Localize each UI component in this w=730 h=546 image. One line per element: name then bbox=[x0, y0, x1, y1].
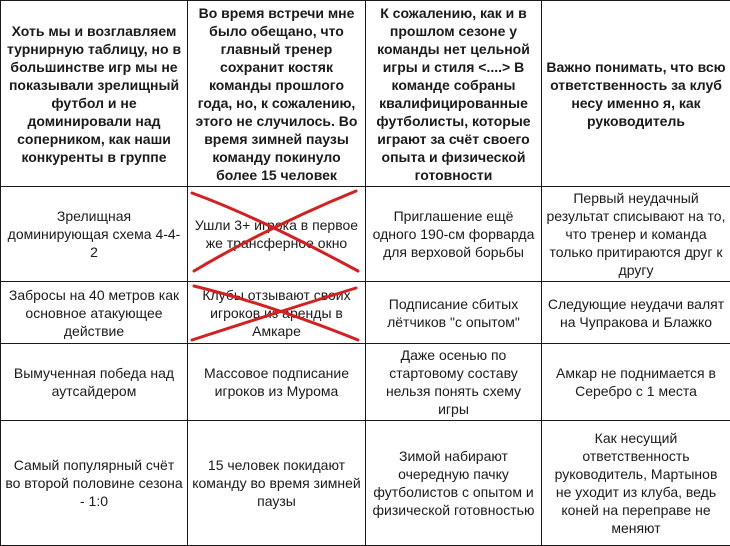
table-cell bbox=[188, 421, 366, 546]
header-text: К сожалению, как и в прошлом сезоне у команды нет цельной игры и стиля <....> В команде собраны квалифицированные футболисты, которые играют за счёт своего опыта и физической готовности bbox=[376, 5, 530, 183]
table-cell bbox=[366, 282, 542, 344]
cell-text: Забросы на 40 метров как основное атакующее действие bbox=[9, 287, 179, 339]
cell-text: Приглашение ещё одного 190-см форварда для верховой борьбы bbox=[373, 208, 535, 260]
table-cell bbox=[542, 187, 730, 282]
table-row bbox=[1, 187, 730, 282]
table-cell-struck bbox=[188, 187, 366, 282]
header-row bbox=[1, 1, 730, 187]
cell-text: Самый популярный счёт во второй половине сезона - 1:0 bbox=[5, 457, 182, 509]
header-cell bbox=[542, 1, 730, 187]
table-row bbox=[1, 421, 730, 546]
table-row bbox=[1, 344, 730, 421]
cell-text: Подписание сбитых лётчиков "с опытом" bbox=[387, 296, 520, 330]
cell-text: Как несущий ответственность руководитель, Мартынов не уходит из клуба, ведь коней на переправе не меняют bbox=[555, 430, 718, 536]
cell-text: Ушли 3+ игрока в первое же трансферное окно bbox=[195, 217, 358, 251]
cell-text: Зимой набирают очередную пачку футболистов с опытом и физической готовностью bbox=[373, 448, 535, 518]
header-cell bbox=[188, 1, 366, 187]
table-cell bbox=[542, 421, 730, 546]
table-cell bbox=[188, 344, 366, 421]
cell-text: Следующие неудачи валят на Чупракова и Блажко bbox=[548, 296, 724, 330]
cell-text: Клубы отзывают своих игроков из аренды в Амкаре bbox=[202, 287, 350, 339]
cell-text: 15 человек покидают команду во время зимней паузы bbox=[192, 457, 361, 509]
table-cell bbox=[366, 187, 542, 282]
cell-text: Даже осенью по стартовому составу нельзя понять схему игры bbox=[386, 347, 521, 417]
cell-text: Амкар не поднимается в Серебро с 1 места bbox=[556, 365, 716, 399]
table-cell bbox=[1, 282, 188, 344]
table-cell bbox=[366, 344, 542, 421]
cell-text: Вымученная победа над аутсайдером bbox=[14, 365, 174, 399]
table-cell bbox=[1, 421, 188, 546]
table-cell bbox=[542, 344, 730, 421]
cell-text: Первый неудачный результат списывают на то, что тренер и команда только притираются друг к другу bbox=[547, 190, 726, 278]
table-row bbox=[1, 282, 730, 344]
table-cell bbox=[366, 421, 542, 546]
header-text: Во время встречи мне было обещано, что главный тренер сохранит костяк команды прошлого года, но, к сожалению, этого не случилось. Во время зимней паузы команду покинуло более 15 человек bbox=[196, 5, 358, 183]
table-cell bbox=[1, 187, 188, 282]
header-text: Важно понимать, что всю ответственность за клуб несу именно я, как руководитель bbox=[546, 59, 725, 129]
cell-text: Зрелищная доминирующая схема 4-4-2 bbox=[8, 208, 181, 260]
table-cell bbox=[542, 282, 730, 344]
header-text: Хоть мы и возглавляем турнирную таблицу, но в большинстве игр мы не показывали зрелищный футбол и не доминировали над соперником, как наши конкуренты в группе bbox=[7, 23, 181, 165]
header-cell bbox=[366, 1, 542, 187]
header-cell bbox=[1, 1, 188, 187]
cell-text: Массовое подписание игроков из Мурома bbox=[204, 365, 349, 399]
table-cell bbox=[1, 344, 188, 421]
table-cell-struck bbox=[188, 282, 366, 344]
